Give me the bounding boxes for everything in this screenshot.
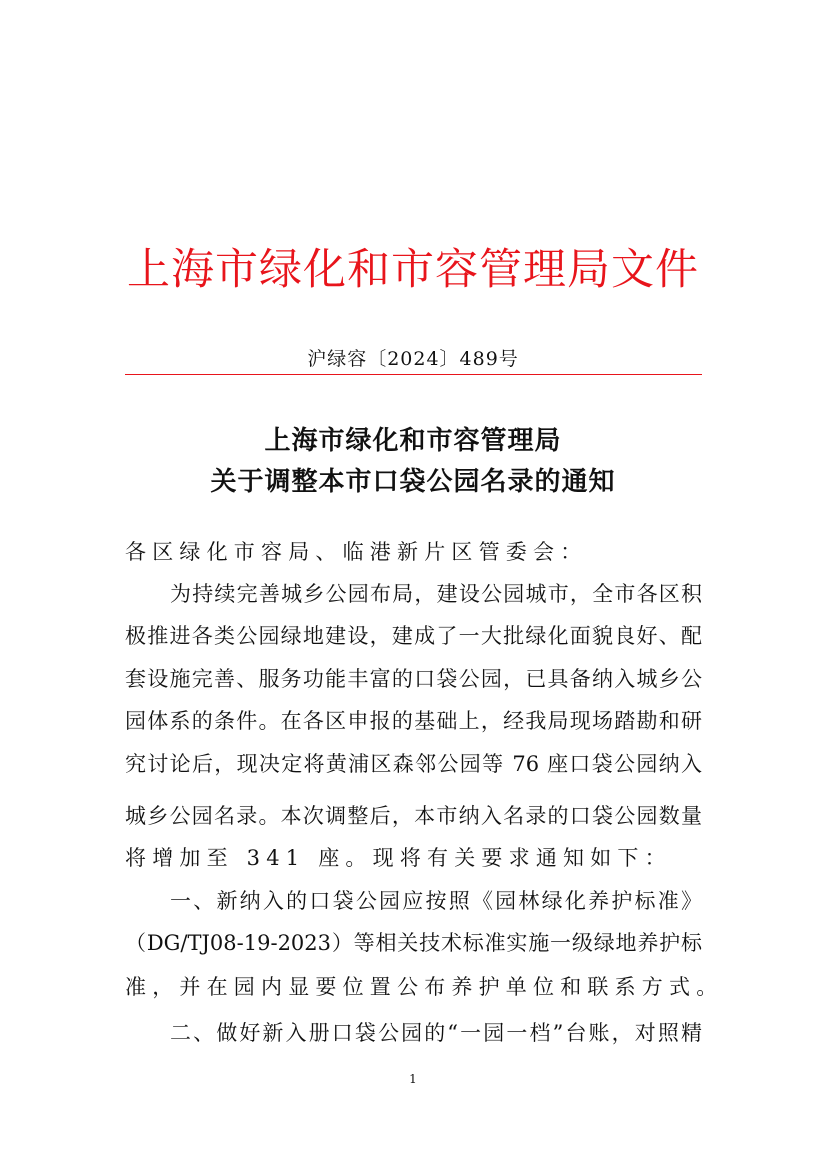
body-line: 套设施完善、服务功能丰富的口袋公园，已具备纳入城乡公 <box>125 667 702 691</box>
notice-title-line2: 关于调整本市口袋公园名录的通知 <box>210 467 616 497</box>
body-line: （DG/TJ08-19-2023）等相关技术标准实施一级绿地养护标 <box>125 931 702 955</box>
salutation: 各区绿化市容局、临港新片区管委会： <box>125 540 588 564</box>
body-line: 二、做好新入册口袋公园的“一园一档”台账，对照精 <box>170 1021 702 1045</box>
page-number: 1 <box>409 1072 417 1086</box>
document-number: 沪绿容〔2024〕489号 <box>307 348 519 370</box>
body-line: 园体系的条件。在各区申报的基础上，经我局现场踏勘和研 <box>125 709 702 733</box>
notice-title-line1: 上海市绿化和市容管理局 <box>264 426 562 456</box>
body-line: 一、新纳入的口袋公园应按照《园林绿化养护标准》 <box>170 889 702 913</box>
issuer-title: 上海市绿化和市容管理局文件 <box>127 245 699 295</box>
body-line: 准，并在园内显要位置公布养护单位和联系方式。 <box>125 975 724 999</box>
body-line: 为持续完善城乡公园布局，建设公园城市，全市各区积 <box>170 582 702 606</box>
body-line: 城乡公园名录。本次调整后，本市纳入名录的口袋公园数量 <box>125 804 702 828</box>
body-line: 将增加至 341 座。现将有关要求通知如下： <box>125 846 672 870</box>
body-line: 究讨论后，现决定将黄浦区森邻公园等 76 座口袋公园纳入 <box>125 752 702 776</box>
red-divider <box>125 374 702 375</box>
body-line: 极推进各类公园绿地建设，建成了一大批绿化面貌良好、配 <box>125 624 702 648</box>
